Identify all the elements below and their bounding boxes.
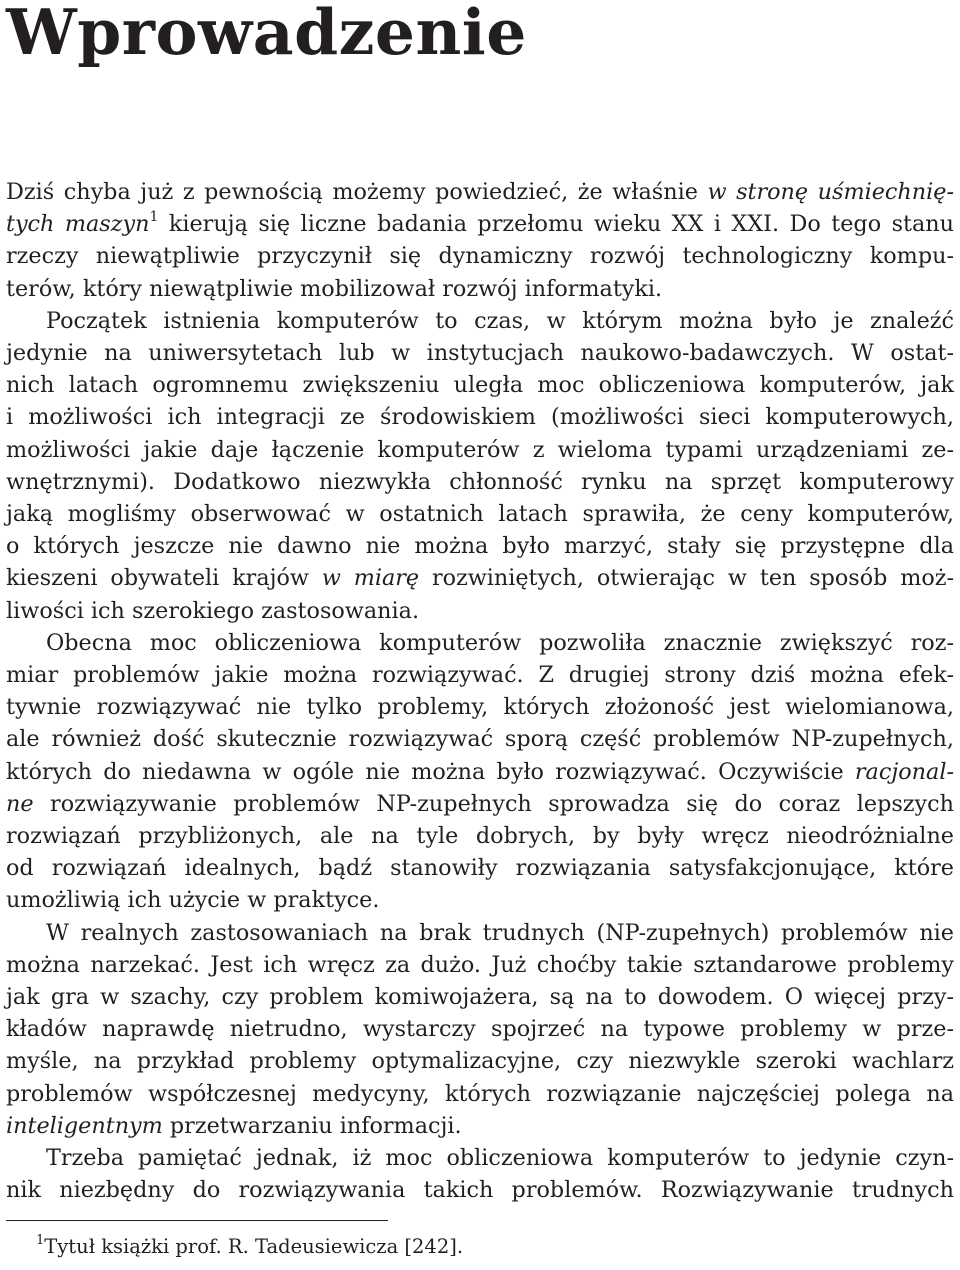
text-line: [6, 562, 954, 594]
text-line: możliwości jakie daje łączenie komputerów z wieloma typami urządzeniami ze-: [6, 436, 954, 463]
footnote-text: Tytuł książki prof. R. Tadeusiewicza [242].: [44, 1235, 464, 1258]
text-run: kieszeni obywateli krajów: [6, 565, 322, 592]
text-line: [6, 788, 954, 820]
text-line: nich latach ogromnemu zwiększeniu uległa moc obliczeniowa komputerów, jak: [6, 372, 954, 399]
text-line: można narzekać. Jest ich wręcz za dużo. Już choćby takie sztandarowe problemy: [6, 951, 954, 978]
text-line: wnętrznymi). Dodatkowo niezwykła chłonność rynku na sprzęt komputerowy: [6, 468, 954, 495]
text-line: tywnie rozwiązywać nie tylko problemy, których złożoność jest wielomianowa,: [6, 694, 954, 721]
paragraph-5: [6, 1142, 954, 1206]
text-line: [6, 208, 954, 240]
text-line: Obecna moc obliczeniowa komputerów pozwoliła znacznie zwiększyć roz-: [46, 629, 954, 656]
paragraph-3: [6, 627, 954, 917]
text-line: [6, 756, 954, 788]
italic-phrase: w stronę uśmiechnię-: [707, 179, 954, 205]
text-line: od rozwiązań idealnych, bądź stanowiły rozwiązania satysfakcjonujące, które: [6, 855, 954, 882]
text-line: o których jeszcze nie dawno nie można było marzyć, stały się przystępne dla: [6, 533, 954, 560]
italic-phrase: inteligentnym: [6, 1112, 163, 1139]
text-run: kierują się liczne badania przełomu wieku XX i XXI. Do tego stanu: [158, 211, 954, 238]
text-line: myśle, na przykład problemy optymalizacyjne, czy niezwykle szeroki wachlarz: [6, 1048, 954, 1075]
text-line: W realnych zastosowaniach na brak trudnych (NP-zupełnych) problemów nie: [46, 919, 954, 946]
text-run: przetwarzaniu informacji.: [162, 1112, 462, 1139]
text-line: jedynie na uniwersytetach lub w instytucjach naukowo-badawczych. W ostat-: [6, 340, 954, 367]
text-line: Trzeba pamiętać jednak, iż moc obliczeniowa komputerów to jedynie czyn-: [46, 1145, 954, 1172]
text-line: kładów naprawdę nietrudno, wystarczy spojrzeć na typowe problemy w prze-: [6, 1016, 954, 1043]
text-line: rozwiązań przybliżonych, ale na tyle dobrych, by były wręcz nieodróżnialne: [6, 823, 954, 850]
body-text: [6, 176, 954, 1207]
text-line: terów, który niewątpliwie mobilizował rozwój informatyki.: [6, 275, 663, 302]
text-line: [6, 176, 954, 208]
italic-phrase: w miarę: [321, 565, 420, 592]
text-run: rozwiniętych, otwierając w ten sposób moż-: [419, 565, 954, 592]
italic-phrase: racjonal-: [854, 758, 954, 785]
text-line: miar problemów jakie można rozwiązywać. Z drugiej strony dziś można efek-: [6, 662, 954, 689]
italic-phrase: ne: [6, 790, 34, 817]
text-line: liwości ich szerokiego zastosowania.: [6, 597, 420, 624]
text-line: umożliwią ich użycie w praktyce.: [6, 887, 380, 914]
text-line: jaką mogliśmy obserwować w ostatnich latach sprawiła, że ceny komputerów,: [6, 501, 954, 528]
text-line: Początek istnienia komputerów to czas, w którym można było je znaleźć: [46, 307, 954, 334]
text-line: problemów współczesnej medycyny, których rozwiązanie najczęściej polega na: [6, 1080, 954, 1107]
footnote: [36, 1232, 463, 1262]
text-line: jak gra w szachy, czy problem komiwojażera, są na to dowodem. O więcej przy-: [6, 984, 954, 1011]
chapter-title: Wprowadzenie: [6, 0, 527, 69]
text-run: których do niedawna w ogóle nie można było rozwiązywać. Oczywiście: [6, 758, 855, 785]
text-line: rzeczy niewątpliwie przyczynił się dynamiczny rozwój technologiczny kompu-: [6, 243, 954, 270]
text-line: ale również dość skutecznie rozwiązywać sporą część problemów NP-zupełnych,: [6, 726, 954, 753]
italic-phrase: tych maszyn: [6, 211, 150, 238]
text-line: nik niezbędny do rozwiązywania takich problemów. Rozwiązywanie trudnych: [6, 1177, 954, 1204]
text-line: i możliwości ich integracji ze środowiskiem (możliwości sieci komputerowych,: [6, 404, 954, 431]
paragraph-4: [6, 917, 954, 1142]
footnote-mark: 1: [36, 1232, 45, 1248]
paragraph-1: [6, 176, 954, 305]
paragraph-2: [6, 305, 954, 627]
text-line: [6, 1110, 954, 1142]
text-run: rozwiązywanie problemów NP-zupełnych sprowadza się do coraz lepszych: [33, 790, 954, 817]
text-run: Dziś chyba już z pewnością możemy powiedzieć, że właśnie: [6, 179, 708, 205]
footnote-separator: [6, 1220, 388, 1221]
footnote-reference[interactable]: 1: [149, 208, 159, 225]
